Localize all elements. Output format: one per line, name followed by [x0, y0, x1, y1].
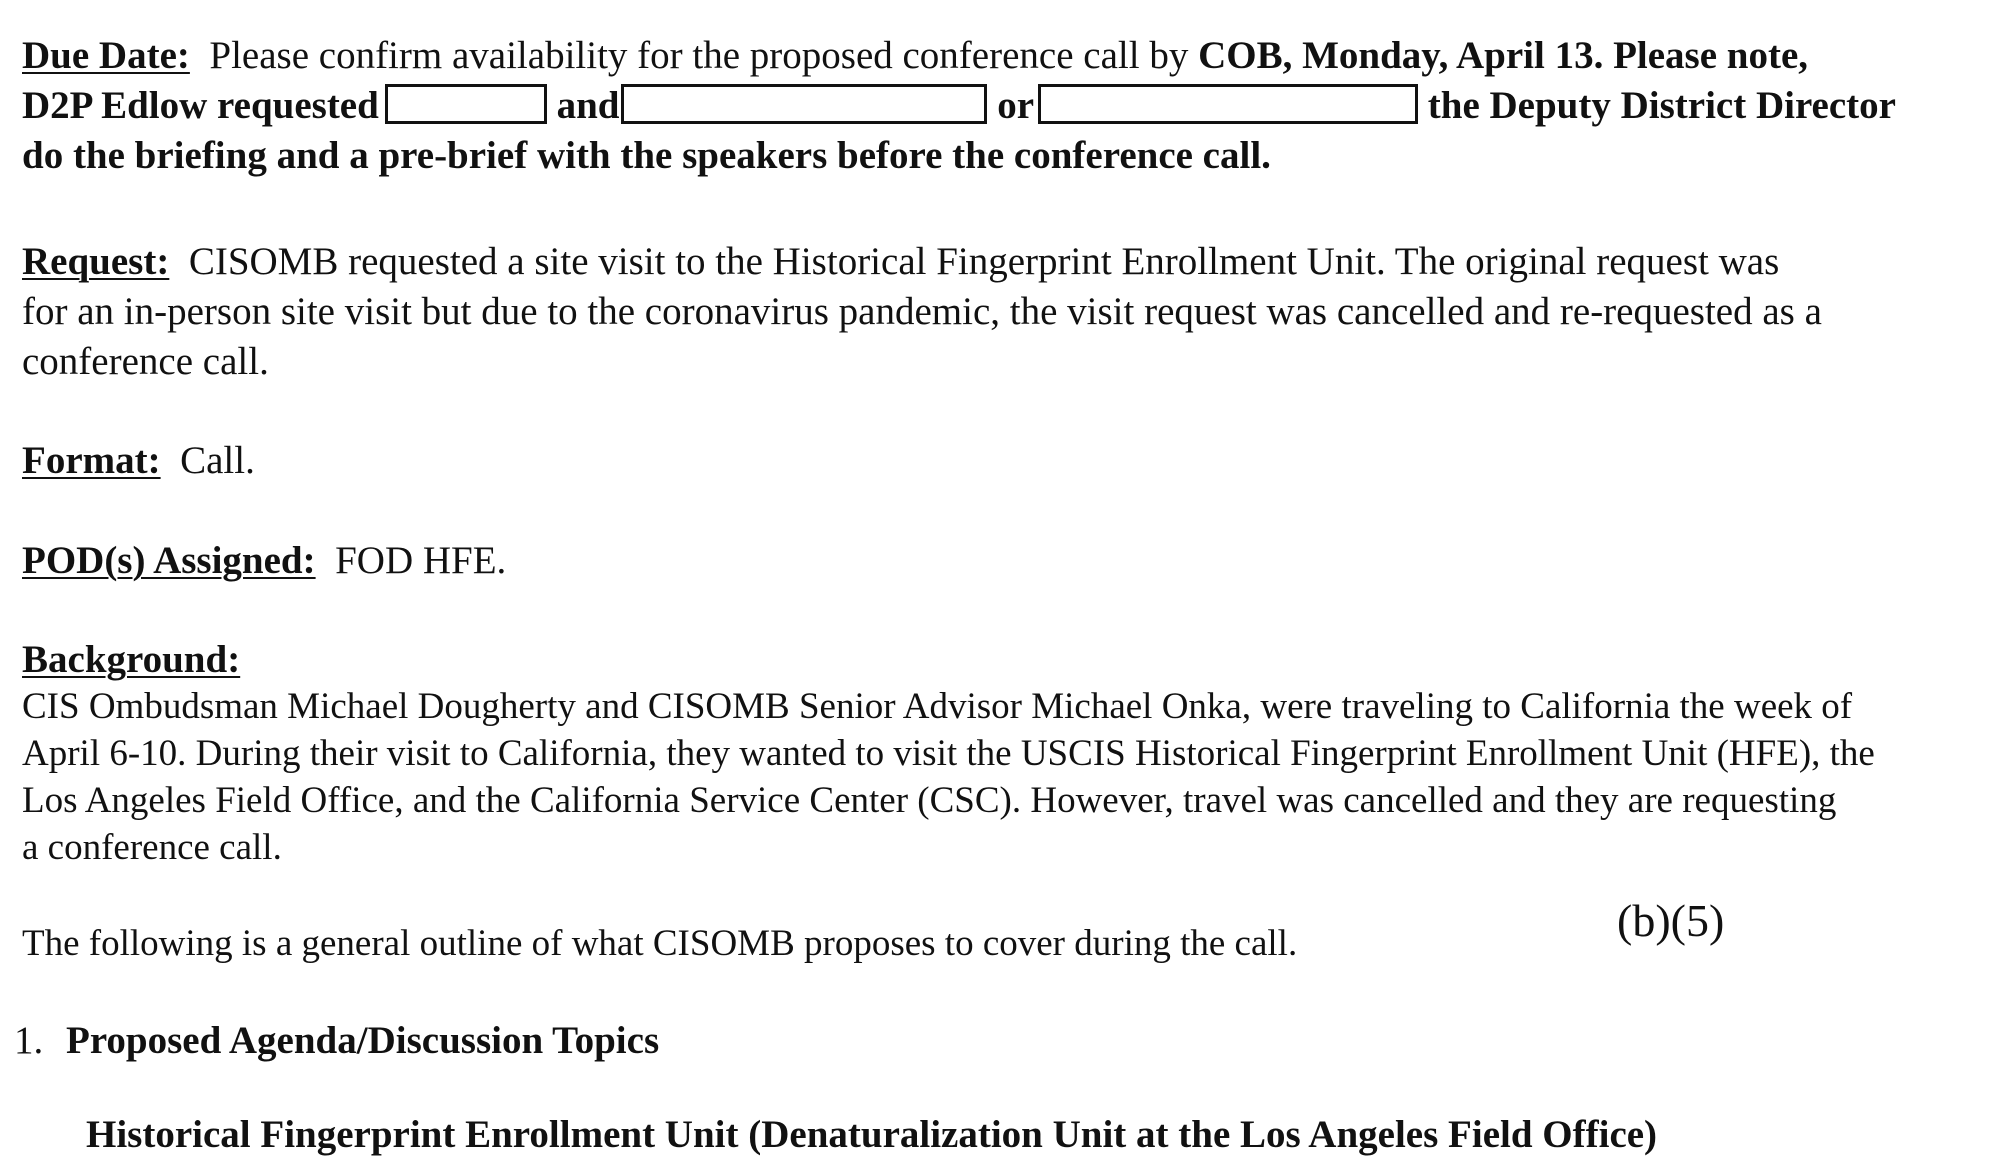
agenda-number: 1. [14, 1019, 44, 1062]
due-date-paragraph [22, 31, 1982, 181]
due-date-deadline: COB, Monday, April 13. Please note, [1198, 34, 1809, 77]
request-line-2: for an in-person site visit but due to the coronavirus pandemic, the visit request was cancelled and re-requested as a [22, 290, 1822, 333]
request-line-1 [22, 237, 1982, 287]
due-date-label: Due Date: [22, 34, 190, 77]
agenda-item-1 [14, 1016, 659, 1066]
due-date-line-1 [22, 31, 1982, 81]
pods-value: FOD HFE. [335, 539, 507, 582]
pods-paragraph [22, 536, 1982, 586]
background-line-2: April 6-10. During their visit to California, they wanted to visit the USCIS Historical Fingerprint Enrollment Unit (HFE), the [22, 733, 1875, 774]
due-date-line-2 [22, 81, 1982, 131]
exemption-marker: (b)(5) [1617, 895, 1725, 946]
redaction-box-2 [621, 84, 987, 124]
background-line-1: CIS Ombudsman Michael Dougherty and CISOMB Senior Advisor Michael Onka, were traveling to California the week of [22, 686, 1853, 727]
background-paragraph [22, 636, 1982, 871]
format-label: Format: [22, 439, 161, 482]
agenda-subheading: Historical Fingerprint Enrollment Unit (Denaturalization Unit at the Los Angeles Field Office) [86, 1113, 1658, 1156]
outline-text: The following is a general outline of what CISOMB proposes to cover during the call. [22, 923, 1298, 964]
format-paragraph [22, 436, 1982, 486]
background-line-4: a conference call. [22, 827, 282, 868]
pods-line [22, 536, 1982, 586]
redaction-box-1 [385, 84, 547, 124]
agenda-title: Proposed Agenda/Discussion Topics [66, 1019, 660, 1062]
request-label: Request: [22, 240, 170, 283]
due-date-deputy-text: the Deputy District Director [1427, 84, 1896, 127]
due-date-text: Please confirm availability for the proposed conference call by [209, 34, 1189, 77]
request-line-3: conference call. [22, 340, 269, 383]
pods-label: POD(s) Assigned: [22, 539, 316, 582]
background-line-3: Los Angeles Field Office, and the California Service Center (CSC). However, travel was cancelled and they are requesting [22, 780, 1837, 821]
due-date-and-text: and [556, 84, 620, 127]
request-paragraph [22, 237, 1982, 387]
request-text-1: CISOMB requested a site visit to the Historical Fingerprint Enrollment Unit. The original request was [188, 240, 1780, 283]
background-label: Background: [22, 638, 241, 681]
format-line [22, 436, 1982, 486]
due-date-requested-text: D2P Edlow requested [22, 84, 379, 127]
due-date-line-3: do the briefing and a pre-brief with the speakers before the conference call. [22, 134, 1271, 177]
redaction-box-3 [1038, 84, 1418, 124]
due-date-or-text: or [997, 84, 1035, 127]
format-value: Call. [180, 439, 255, 482]
